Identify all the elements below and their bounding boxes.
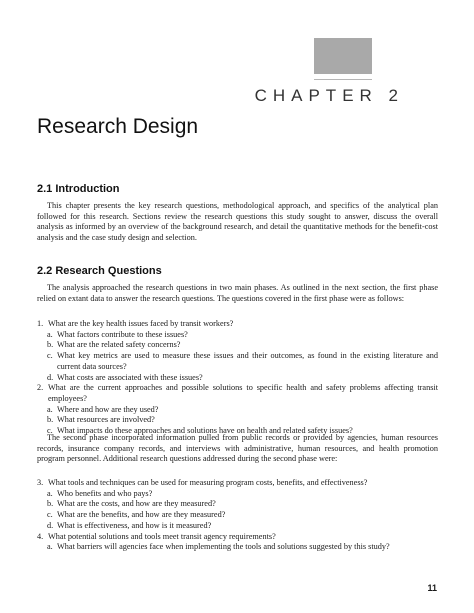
- list-marker: 4.: [37, 531, 44, 541]
- section-heading-research-questions: 2.2 Research Questions: [37, 265, 162, 277]
- page-number: 11: [427, 583, 437, 593]
- sub-list-item: [37, 499, 438, 510]
- sub-list-marker: d.: [47, 520, 54, 530]
- sub-question-text: What is effectiveness, and how is it measured?: [57, 520, 212, 530]
- question-text: What potential solutions and tools meet transit agency requirements?: [48, 531, 276, 541]
- sub-list-marker: d.: [47, 372, 54, 382]
- chapter-rule: [314, 79, 372, 80]
- sub-list-item: [37, 330, 438, 341]
- chapter-decoration-box: [314, 38, 372, 74]
- question-text: What are the key health issues faced by transit workers?: [48, 319, 234, 328]
- sub-question-text: What factors contribute to these issues?: [57, 329, 188, 339]
- question-list-phase-one: [37, 319, 438, 437]
- sub-question-text: What are the benefits, and how are they measured?: [57, 510, 226, 520]
- sub-list-item: [37, 415, 438, 426]
- list-item: [37, 319, 438, 330]
- list-item: [37, 532, 438, 543]
- sub-question-text: What barriers will agencies face when implementing the tools and solutions suggested by this study?: [57, 542, 390, 552]
- chapter-label: CHAPTER 2: [254, 86, 404, 105]
- sub-list-item: [37, 489, 438, 500]
- sub-list-marker: a.: [47, 488, 53, 498]
- sub-list-item: [37, 405, 438, 416]
- list-item: [37, 478, 438, 489]
- sub-list-marker: c.: [47, 426, 53, 436]
- chapter-title: Research Design: [37, 115, 199, 138]
- list-marker: 1.: [37, 319, 44, 328]
- list-item: [37, 383, 438, 404]
- sub-list-marker: a.: [47, 329, 53, 339]
- sub-question-text: Who benefits and who pays?: [57, 488, 153, 498]
- sub-list-item: [37, 351, 438, 372]
- sub-list-marker: c.: [47, 510, 53, 520]
- introduction-paragraph: This chapter presents the key research questions, methodological approach, and specifics of the analytical plan followed for this research. Sections review the research questions this study sought to answer, discuss the overall analysis as informed by an overview of the background research, and detail the quantitative methods for the benefit-cost analysis and the case study design and selection.: [37, 201, 438, 243]
- sub-list-marker: b.: [47, 415, 54, 425]
- research-questions-paragraph: The analysis approached the research questions in two main phases. As outlined in the next section, the first phase relied on extant data to answer the research questions. The questions covered in the first phase were as follows:: [37, 283, 438, 303]
- question-list-phase-two: [37, 478, 438, 553]
- section-heading-introduction: 2.1 Introduction: [37, 183, 120, 195]
- sub-question-text: What impacts do these approaches and solutions have on health and related safety issues?: [57, 426, 353, 436]
- list-marker: 3.: [37, 478, 44, 487]
- sub-list-marker: b.: [47, 340, 54, 350]
- second-phase-paragraph: The second phase incorporated information pulled from public records or provided by agencies, human resources records, insurance company records, and interviews with administrative, human resources, and health promotion program personnel. Additional research questions addressed during the second phase were:: [37, 433, 438, 464]
- sub-question-text: Where and how are they used?: [57, 404, 159, 414]
- sub-list-item: [37, 542, 438, 553]
- sub-list-item: [37, 510, 438, 521]
- list-marker: 2.: [37, 383, 44, 393]
- sub-question-text: What costs are associated with these issues?: [57, 372, 203, 382]
- sub-list-marker: a.: [47, 404, 53, 414]
- sub-list-item: [37, 340, 438, 351]
- question-text: What are the current approaches and possible solutions to specific health and safety problems affecting transit employees?: [48, 383, 438, 403]
- sub-question-text: What are the costs, and how are they measured?: [57, 499, 216, 509]
- sub-question-text: What resources are involved?: [57, 415, 155, 425]
- sub-list-marker: a.: [47, 542, 53, 552]
- sub-question-text: What key metrics are used to measure these issues and their outcomes, as found in the existing literature and current data sources?: [57, 351, 438, 371]
- sub-question-text: What are the related safety concerns?: [57, 340, 181, 350]
- sub-list-item: [37, 521, 438, 532]
- sub-list-item: [37, 373, 438, 384]
- sub-list-marker: b.: [47, 499, 54, 509]
- question-text: What tools and techniques can be used for measuring program costs, benefits, and effectiveness?: [48, 478, 368, 487]
- sub-list-marker: c.: [47, 351, 53, 361]
